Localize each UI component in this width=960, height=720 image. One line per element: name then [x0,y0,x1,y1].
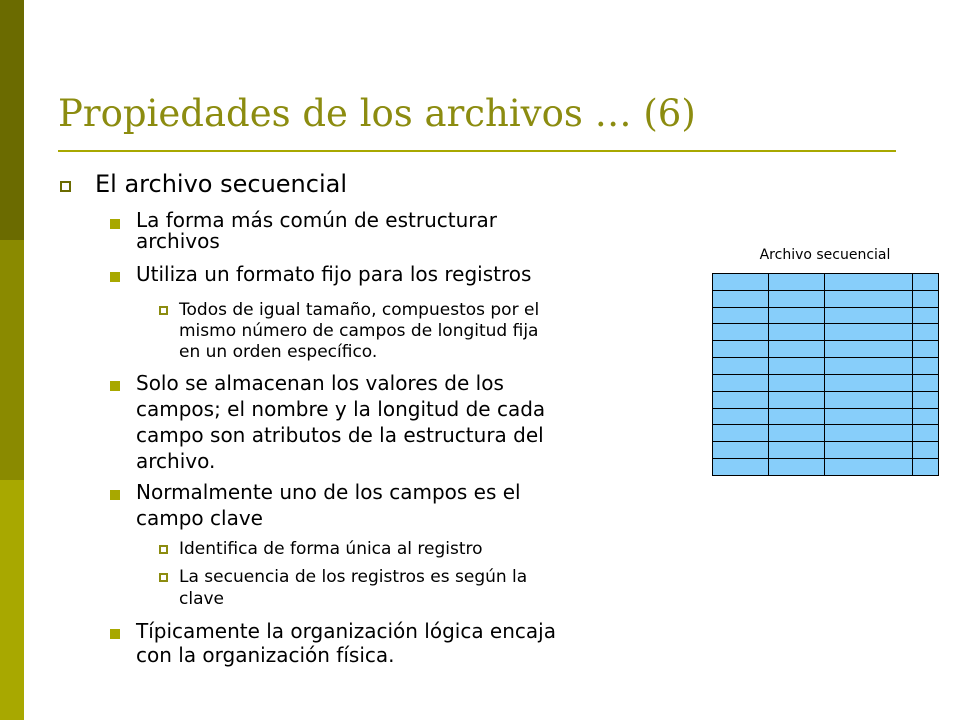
record-row [713,290,939,307]
bullet-line: Solo se almacenan los valores de los [136,371,504,395]
hollow-square-bullet-icon [159,306,168,315]
field-cell [825,391,913,408]
field-cell [769,374,825,391]
field-cell [769,341,825,358]
diagram-caption: Archivo secuencial [759,247,891,263]
sub-bullet-line: en un orden específico. [179,342,378,362]
sub-bullet-line: mismo número de campos de longitud fija [179,321,539,341]
bullet-line: La forma más común de estructurar [136,208,497,232]
bullet-line: campos; el nombre y la longitud de cada [136,397,546,421]
field-cell [825,274,913,291]
sub-bullet-line: Identifica de forma única al registro [179,539,483,559]
field-cell [825,459,913,476]
field-cell [769,307,825,324]
field-cell [913,324,939,341]
field-cell [713,307,769,324]
field-cell [913,307,939,324]
field-cell [825,374,913,391]
field-cell [713,290,769,307]
record-row [713,358,939,375]
field-cell [913,391,939,408]
filled-square-bullet-icon [110,381,120,391]
field-cell [769,324,825,341]
field-cell [913,358,939,375]
hollow-square-bullet-icon [159,545,168,554]
bullet-line: campo clave [136,506,263,530]
field-cell [913,374,939,391]
sub-bullet-line: clave [179,589,225,609]
title-underline [58,150,896,152]
field-cell [825,341,913,358]
bullet-line: archivos [136,229,220,253]
filled-square-bullet-icon [110,272,120,282]
bullet-line: Utiliza un formato fijo para los registros [136,262,532,286]
record-row [713,274,939,291]
field-cell [825,324,913,341]
field-cell [825,442,913,459]
field-cell [713,324,769,341]
sub-bullet-line: Todos de igual tamaño, compuestos por el [179,300,540,320]
field-cell [913,408,939,425]
field-cell [825,408,913,425]
side-bar-middle [0,240,24,480]
field-cell [825,358,913,375]
bullet-line: campo son atributos de la estructura del [136,423,544,447]
field-cell [913,459,939,476]
section-heading: El archivo secuencial [95,170,347,198]
field-cell [913,290,939,307]
field-cell [713,341,769,358]
field-cell [825,290,913,307]
record-row [713,425,939,442]
side-bar-top [0,0,24,240]
field-cell [713,459,769,476]
field-cell [713,374,769,391]
field-cell [913,442,939,459]
field-cell [769,459,825,476]
bullet-line: Típicamente la organización lógica encaja [136,619,556,643]
field-cell [713,274,769,291]
field-cell [769,358,825,375]
field-cell [769,391,825,408]
record-row [713,341,939,358]
field-cell [769,290,825,307]
field-cell [769,442,825,459]
filled-square-bullet-icon [110,490,120,500]
filled-square-bullet-icon [110,629,120,639]
field-cell [913,341,939,358]
field-cell [713,358,769,375]
hollow-square-bullet-icon [159,573,168,582]
filled-square-bullet-icon [110,219,120,229]
sub-bullet-line: La secuencia de los registros es según la [179,567,528,587]
square-bullet-icon [60,181,71,192]
field-cell [769,408,825,425]
bullet-line: archivo. [136,449,216,473]
record-row [713,307,939,324]
bullet-line: con la organización física. [136,643,395,667]
slide-title: Propiedades de los archivos … (6) [58,92,696,135]
field-cell [825,307,913,324]
field-cell [713,442,769,459]
record-row [713,391,939,408]
sequential-file-diagram [712,273,939,476]
field-cell [713,408,769,425]
field-cell [913,425,939,442]
side-bar-bottom [0,480,24,720]
field-cell [713,425,769,442]
record-row [713,324,939,341]
field-cell [769,274,825,291]
record-row [713,459,939,476]
field-cell [769,425,825,442]
field-cell [913,274,939,291]
record-row [713,408,939,425]
field-cell [713,391,769,408]
record-row [713,374,939,391]
bullet-line: Normalmente uno de los campos es el [136,480,521,504]
field-cell [825,425,913,442]
record-row [713,442,939,459]
